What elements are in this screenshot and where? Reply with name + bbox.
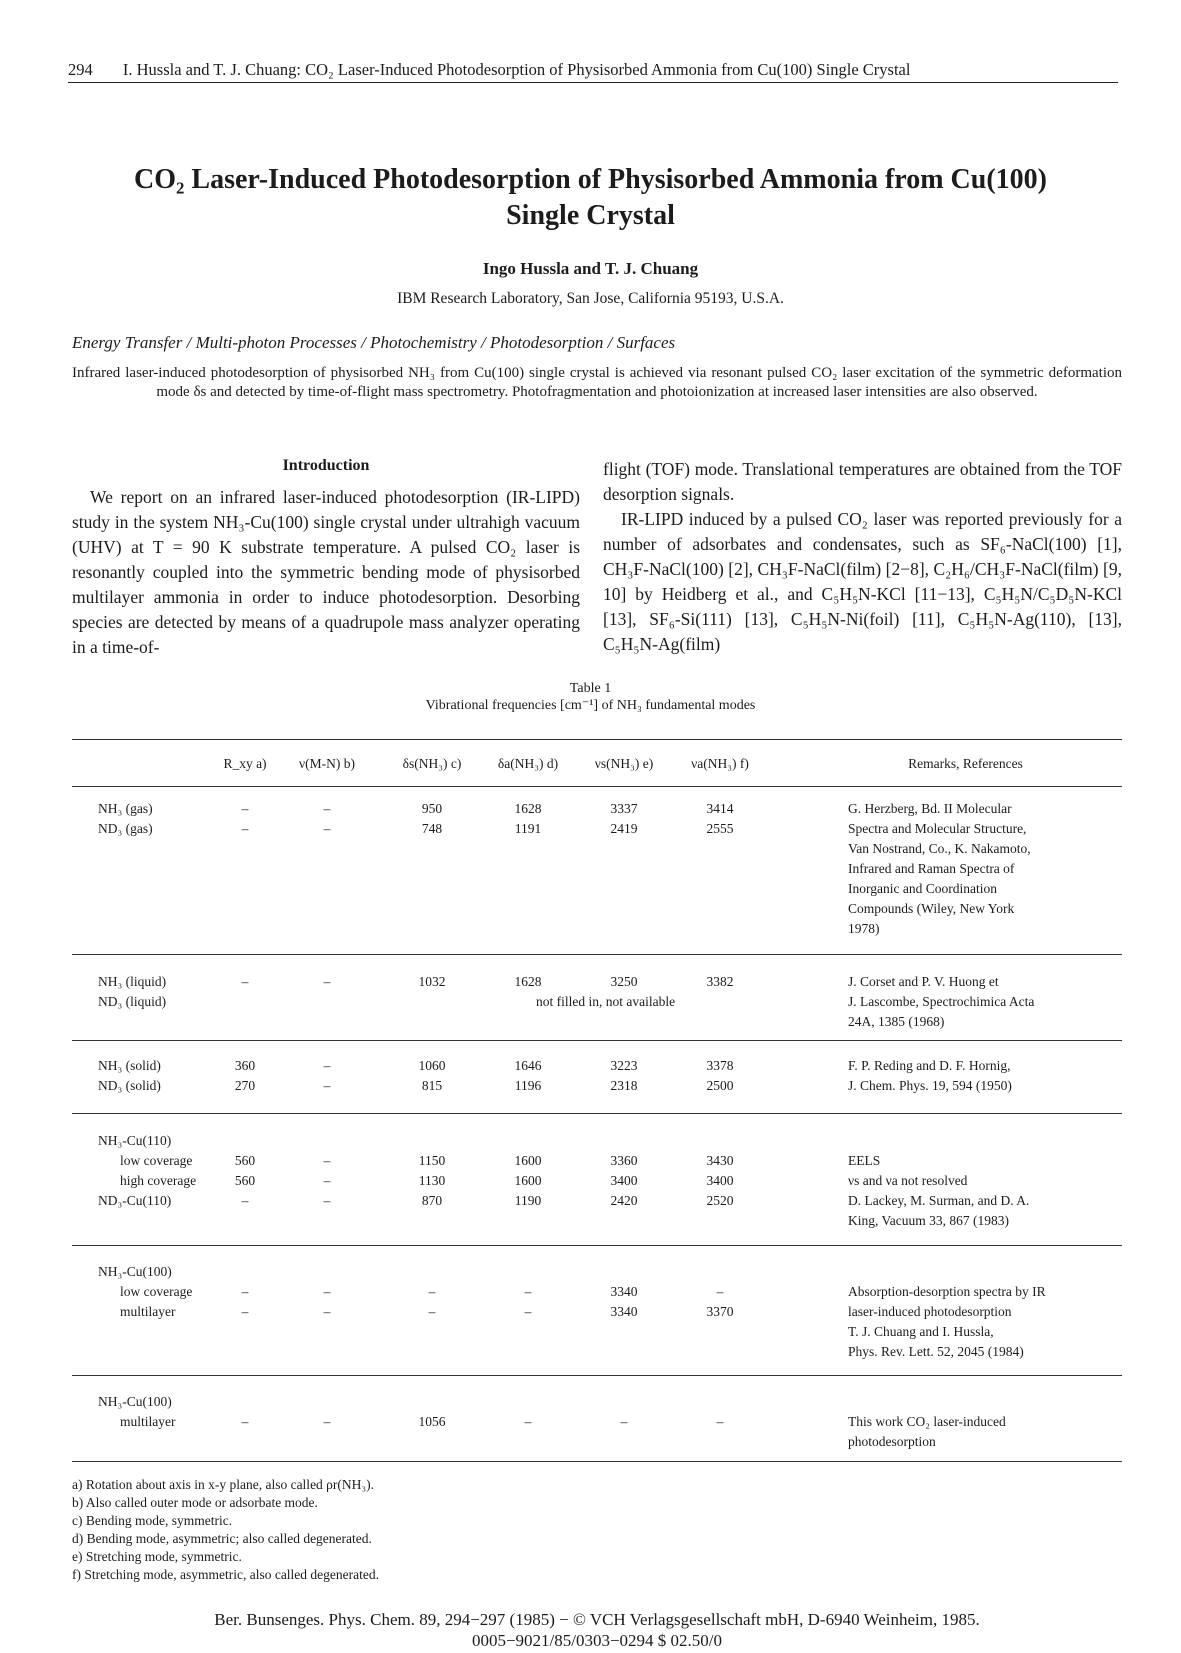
table-rule — [72, 1113, 1122, 1114]
table-cell: 1150 — [418, 1153, 446, 1168]
table-row-label: NH₃ (gas) — [98, 801, 153, 816]
table-cell: 748 — [421, 821, 443, 836]
footnote: d) Bending mode, asymmetric; also called degenerated. — [72, 1531, 372, 1546]
table-cell: – — [241, 1414, 249, 1429]
table-column-header: νs(NH₃) e) — [594, 756, 654, 771]
footnote: e) Stretching mode, symmetric. — [72, 1549, 242, 1564]
table-remark: Absorption-desorption spectra by IR — [848, 1284, 1046, 1299]
table-remark: EELS — [848, 1153, 881, 1168]
table-cell: – — [323, 1284, 331, 1299]
abstract: Infrared laser-induced photodesorption of physisorbed NH₃ from Cu(100) single crystal is achieved via resonant pulsed CO₂ laser excitation of the symmetric deformation mode δs and detected by time-of-flight mass spectrometry. Photofragmentation and photoionization at increased laser intensities are also observed. — [72, 365, 1122, 400]
table-remark: J. Corset and P. V. Huong et — [848, 974, 999, 989]
table-cell: 2520 — [706, 1193, 734, 1208]
table-column-header: Remarks, References — [908, 756, 1023, 771]
table-number: Table 1 — [569, 681, 612, 696]
article-title — [60, 162, 1121, 234]
table-rule — [72, 739, 1122, 740]
table-remark: G. Herzberg, Bd. II Molecular — [848, 801, 1012, 816]
table-rule — [72, 954, 1122, 955]
table-cell: 3430 — [706, 1153, 734, 1168]
table-column-header: ν(M-N) b) — [299, 756, 355, 771]
table-remark: Phys. Rev. Lett. 52, 2045 (1984) — [848, 1344, 1024, 1359]
footnote: f) Stretching mode, asymmetric, also called degenerated. — [72, 1567, 380, 1582]
table-cell: 1628 — [514, 801, 542, 816]
table-cell: – — [241, 1284, 249, 1299]
table-cell: – — [323, 1173, 331, 1188]
table-row-label: multilayer — [120, 1304, 176, 1319]
title-line-2: Single Crystal — [506, 200, 675, 231]
table-remark: Compounds (Wiley, New York — [848, 901, 1015, 916]
table-cell: – — [241, 1304, 249, 1319]
table-remark: νs and νa not resolved — [848, 1173, 968, 1188]
table-rule — [72, 1461, 1122, 1462]
table-cell: – — [524, 1414, 532, 1429]
footnotes — [72, 1476, 772, 1584]
table-cell: – — [716, 1414, 724, 1429]
table-cell: 2420 — [610, 1193, 638, 1208]
table-row-label: multilayer — [120, 1414, 176, 1429]
table-row-label: NH₃-Cu(100) — [98, 1394, 172, 1409]
table-cell: – — [524, 1284, 532, 1299]
footnote: a) Rotation about axis in x-y plane, also called ρr(NH₃). — [72, 1477, 374, 1492]
table-row-label: NH₃-Cu(110) — [98, 1133, 172, 1148]
table-cell: 560 — [234, 1173, 256, 1188]
left-column — [72, 485, 580, 660]
table-cell: 815 — [421, 1078, 443, 1093]
table-cell: 3414 — [706, 801, 734, 816]
table-cell: 3400 — [610, 1173, 638, 1188]
table-cell: 560 — [234, 1153, 256, 1168]
table-cell: 3340 — [610, 1304, 638, 1319]
header-rule — [68, 82, 1118, 83]
table-remark: photodesorption — [848, 1434, 936, 1449]
table-remark: T. J. Chuang and I. Hussla, — [848, 1324, 994, 1339]
table-cell: 1032 — [418, 974, 446, 989]
table-cell: – — [428, 1284, 436, 1299]
authors: Ingo Hussla and T. J. Chuang — [482, 259, 699, 278]
table-cell: 2419 — [610, 821, 638, 836]
citation-line: Ber. Bunsenges. Phys. Chem. 89, 294−297 (1985) − © VCH Verlagsgesellschaft mbH, D-6940 Weinheim, 1985. — [214, 1610, 980, 1629]
table-cell: 2500 — [706, 1078, 734, 1093]
journal-footer — [72, 1609, 1122, 1651]
table-remark: J. Lascombe, Spectrochimica Acta — [848, 994, 1035, 1009]
table-remark: This work CO₂ laser-induced — [848, 1414, 1006, 1429]
table-remark: Infrared and Raman Spectra of — [848, 861, 1015, 876]
table-cell: – — [524, 1304, 532, 1319]
table-remark: Inorganic and Coordination — [848, 881, 997, 896]
table-row-label: high coverage — [120, 1173, 197, 1188]
table-cell: 870 — [421, 1193, 443, 1208]
table-cell: – — [323, 801, 331, 816]
table-cell: 1060 — [418, 1058, 446, 1073]
keywords: Energy Transfer / Multi-photon Processes / Photochemistry / Photodesorption / Surfaces — [72, 333, 676, 352]
table-cell: 1196 — [514, 1078, 542, 1093]
footnote: c) Bending mode, symmetric. — [72, 1513, 233, 1528]
table-row-label: NH₃-Cu(100) — [98, 1264, 172, 1279]
table-remark: 1978) — [848, 921, 880, 936]
table-cell: – — [716, 1284, 724, 1299]
table-cell: – — [323, 1304, 331, 1319]
table-remark: 24A, 1385 (1968) — [848, 1014, 945, 1029]
table-cell: 1646 — [514, 1058, 542, 1073]
table-remark: F. P. Reding and D. F. Hornig, — [848, 1058, 1011, 1073]
table-rule — [72, 786, 1122, 787]
table-cell: – — [323, 1058, 331, 1073]
table-cell: – — [241, 1193, 249, 1208]
table-row-label: low coverage — [120, 1284, 193, 1299]
table-cell: – — [241, 801, 249, 816]
table-rule — [72, 1375, 1122, 1376]
table-cell: 1130 — [418, 1173, 446, 1188]
table-cell: – — [241, 821, 249, 836]
table-cell: – — [428, 1304, 436, 1319]
table-cell: – — [323, 1193, 331, 1208]
table-cell: – — [323, 821, 331, 836]
table-cell: 3250 — [610, 974, 638, 989]
title-line-1: CO₂ Laser-Induced Photodesorption of Physisorbed Ammonia from Cu(100) — [134, 164, 1047, 195]
table-cell: 3382 — [706, 974, 734, 989]
table-column-header: R_xy a) — [223, 756, 267, 771]
table-row-label: ND₃ (gas) — [98, 821, 153, 836]
table-remark: laser-induced photodesorption — [848, 1304, 1012, 1319]
table-cell: 3360 — [610, 1153, 638, 1168]
table-cell: 1056 — [418, 1414, 446, 1429]
table-cell: – — [323, 1153, 331, 1168]
table-caption — [60, 680, 1121, 714]
running-head — [68, 60, 1068, 80]
affiliation: IBM Research Laboratory, San Jose, California 95193, U.S.A. — [397, 290, 784, 307]
table-rule — [72, 1245, 1122, 1246]
table-cell: 1600 — [514, 1153, 542, 1168]
table-column-header: δa(NH₃) d) — [497, 756, 559, 771]
table-row-label: low coverage — [120, 1153, 193, 1168]
table-cell: – — [323, 1078, 331, 1093]
table-row-label: ND₃ (liquid) — [98, 994, 167, 1009]
table-remark: Van Nostrand, Co., K. Nakamoto, — [848, 841, 1031, 856]
intro-paragraph-1-continued: flight (TOF) mode. Translational temperatures are obtained from the TOF desorption signals. — [603, 459, 1122, 504]
table-remark: King, Vacuum 33, 867 (1983) — [848, 1213, 1009, 1228]
table-cell: 3223 — [610, 1058, 638, 1073]
table-row-label: ND₃ (solid) — [98, 1078, 161, 1093]
table-cell: 360 — [234, 1058, 256, 1073]
issn-line: 0005−9021/85/0303−0294 $ 02.50/0 — [471, 1631, 723, 1650]
table-remark: Spectra and Molecular Structure, — [848, 821, 1027, 836]
table-cell: 3370 — [706, 1304, 734, 1319]
table-cell-note: not filled in, not available — [536, 994, 676, 1009]
running-head-text: I. Hussla and T. J. Chuang: CO₂ Laser-Induced Photodesorption of Physisorbed Ammonia from Cu(100) Single Crystal — [122, 60, 911, 79]
intro-paragraph-1: We report on an infrared laser-induced photodesorption (IR-LIPD) study in the system NH₃-Cu(100) single crystal under ultrahigh vacuum (UHV) at T = 90 K substrate temperature. A pulsed CO₂ laser is resonantly coupled into the symmetric bending mode of physisorbed multilayer ammonia in order to induce photodesorption. Desorbing species are detected by means of a quadrupole mass analyzer operating in a time-of- — [72, 487, 580, 657]
table-column-header: δs(NH₃) c) — [402, 756, 462, 771]
table-row-label: NH₃ (liquid) — [98, 974, 167, 989]
table-cell: 2318 — [610, 1078, 638, 1093]
table-cell: – — [323, 1414, 331, 1429]
table-cell: – — [323, 974, 331, 989]
table-rule — [72, 1040, 1122, 1041]
table-row-label: NH₃ (solid) — [98, 1058, 161, 1073]
right-column — [603, 457, 1122, 657]
table-cell: 3337 — [610, 801, 638, 816]
table-cell: 3340 — [610, 1284, 638, 1299]
table-cell: 2555 — [706, 821, 734, 836]
table-cell: – — [241, 974, 249, 989]
table-remark: D. Lackey, M. Surman, and D. A. — [848, 1193, 1030, 1208]
table-column-header: νa(NH₃) f) — [691, 756, 749, 771]
table-cell: 1191 — [514, 821, 542, 836]
intro-paragraph-2: IR-LIPD induced by a pulsed CO₂ laser was reported previously for a number of adsorbates and condensates, such as SF₆-NaCl(100) [1], CH₃F-NaCl(100) [2], CH₃F-NaCl(film) [2−8], C₂H₆/CH₃F-NaCl(film) [9, 10] by Heidberg et al., and C₅H₅N-KCl [11−13], C₅H₅N/C₅D₅N-KCl [13], SF₆-Si(111) [13], C₅H₅N-Ni(foil) [11], C₅H₅N-Ag(110), [13], C₅H₅N-Ag(film) — [603, 509, 1122, 654]
introduction-heading: Introduction — [282, 457, 370, 474]
page-number: 294 — [68, 60, 93, 79]
table-cell: 1628 — [514, 974, 542, 989]
table-title: Vibrational frequencies [cm⁻¹] of NH₃ fundamental modes — [425, 698, 756, 713]
table-cell: 1190 — [514, 1193, 542, 1208]
table-row-label: ND₃-Cu(110) — [98, 1193, 172, 1208]
table-cell: 270 — [234, 1078, 256, 1093]
table-cell: 950 — [421, 801, 443, 816]
table-remark: J. Chem. Phys. 19, 594 (1950) — [848, 1078, 1012, 1093]
table-cell: 3378 — [706, 1058, 734, 1073]
table-cell: 3400 — [706, 1173, 734, 1188]
table-cell: – — [620, 1414, 628, 1429]
footnote: b) Also called outer mode or adsorbate mode. — [72, 1495, 318, 1510]
table-cell: 1600 — [514, 1173, 542, 1188]
